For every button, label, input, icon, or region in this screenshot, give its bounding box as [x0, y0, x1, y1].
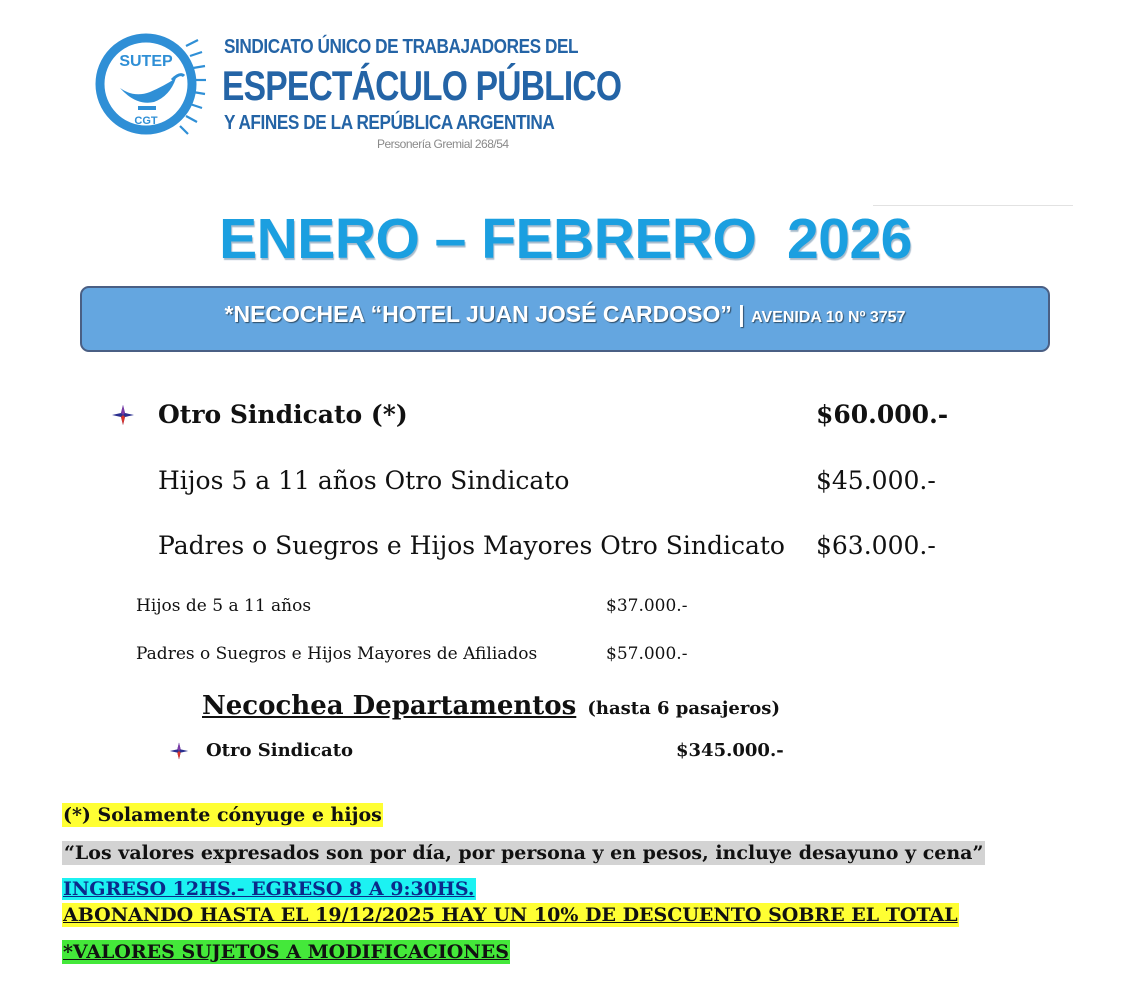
price-value-hijos-afiliados: $37.000.- — [606, 596, 688, 616]
price-value-padres-otro: $63.000.- — [816, 531, 936, 560]
note-conyuge: (*) Solamente cónyuge e hijos — [63, 804, 382, 826]
banner-address: AVENIDA 10 Nº 3757 — [751, 309, 906, 326]
price-label-otro-sindicato: Otro Sindicato (*) — [158, 400, 408, 429]
price-label-hijos-otro: Hijos 5 a 11 años Otro Sindicato — [158, 466, 570, 495]
banner-text — [82, 301, 1048, 328]
note-valores: “Los valores expresados son por día, por persona y en pesos, incluye desayuno y cena” — [64, 842, 984, 864]
note-modificaciones: *VALORES SUJETOS A MODIFICACIONES — [63, 941, 509, 963]
emblem-bottom-text: CGT — [134, 115, 158, 127]
hotel-banner — [80, 286, 1050, 352]
price-value-otro-sindicato: $60.000.- — [816, 400, 949, 429]
page-title: ENERO – FEBRERO 2026 — [219, 207, 912, 271]
bullet-star-icon — [168, 741, 190, 761]
logo-line-3: Y AFINES DE LA REPÚBLICA ARGENTINA — [224, 112, 555, 134]
price-label-padres-afiliados: Padres o Suegros e Hijos Mayores de Afiliados — [136, 644, 538, 664]
sutep-logo-emblem-icon — [94, 26, 206, 146]
bullet-star-icon — [110, 403, 136, 427]
departamentos-item-value: $345.000.- — [676, 740, 784, 761]
price-value-hijos-otro: $45.000.- — [816, 466, 936, 495]
departamentos-title: Necochea Departamentos — [202, 691, 577, 721]
price-value-padres-afiliados: $57.000.- — [606, 644, 688, 664]
note-descuento: ABONANDO HASTA EL 19/12/2025 HAY UN 10% DE DESCUENTO SOBRE EL TOTAL — [63, 904, 958, 926]
logo-personeria: Personería Gremial 268/54 — [377, 137, 509, 151]
price-label-padres-otro: Padres o Suegros e Hijos Mayores Otro Sindicato — [158, 531, 785, 560]
note-ingreso: INGRESO 12HS.- EGRESO 8 A 9:30HS. — [63, 878, 475, 900]
logo-line-1: SINDICATO ÚNICO DE TRABAJADORES DEL — [224, 36, 579, 58]
logo-line-2: ESPECTÁCULO PÚBLICO — [222, 62, 622, 109]
departamentos-heading — [202, 691, 780, 721]
price-label-hijos-afiliados: Hijos de 5 a 11 años — [136, 596, 312, 616]
departamentos-note: (hasta 6 pasajeros) — [587, 698, 780, 719]
departamentos-item-label: Otro Sindicato — [206, 740, 354, 761]
banner-hotel-name: *NECOCHEA “HOTEL JUAN JOSÉ CARDOSO” | — [224, 301, 752, 327]
emblem-top-text: SUTEP — [119, 53, 173, 70]
